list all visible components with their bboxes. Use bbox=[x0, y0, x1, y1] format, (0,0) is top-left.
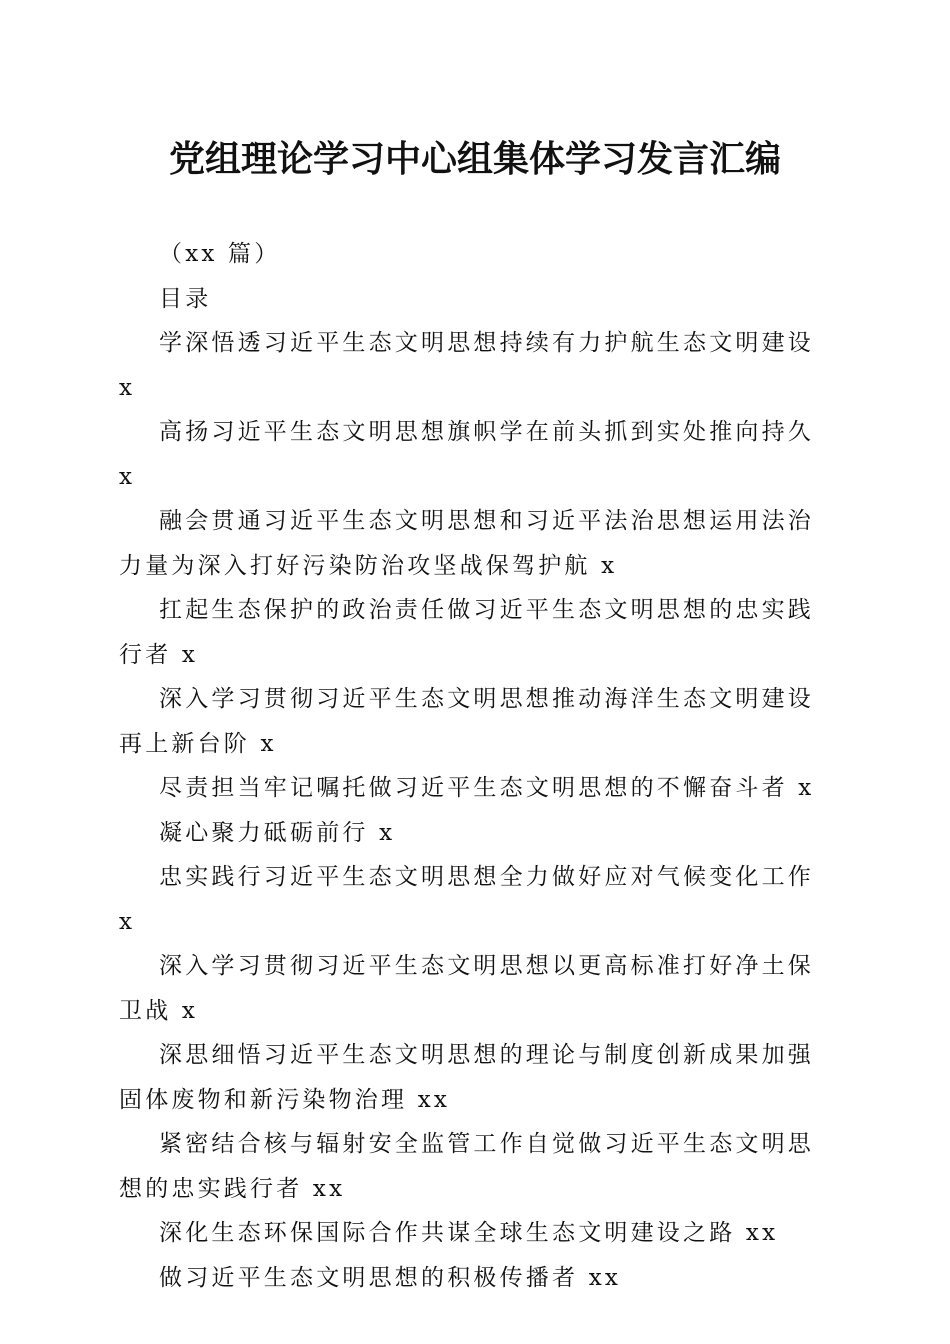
document-title: 党组理论学习中心组集体学习发言汇编 bbox=[168, 138, 781, 180]
toc-item: 深入学习贯彻习近平生态文明思想推动海洋生态文明建设再上新台阶 x bbox=[119, 686, 814, 757]
toc-item: 深思细悟习近平生态文明思想的理论与制度创新成果加强固体废物和新污染物治理 xx bbox=[119, 1042, 814, 1113]
toc-item: 凝心聚力砥砺前行 x bbox=[159, 819, 396, 846]
toc-item: 尽责担当牢记嘱托做习近平生态文明思想的不懈奋斗者 x bbox=[159, 775, 815, 801]
toc-item: 学深悟透习近平生态文明思想持续有力护航生态文明建设 x bbox=[119, 330, 814, 401]
toc-item: 融会贯通习近平生态文明思想和习近平法治思想运用法治力量为深入打好污染防治攻坚战保驾护航 x bbox=[119, 508, 814, 579]
subtitle: （xx 篇） bbox=[159, 241, 281, 267]
toc-item: 忠实践行习近平生态文明思想全力做好应对气候变化工作 x bbox=[119, 864, 814, 935]
toc-item: 做习近平生态文明思想的积极传播者 xx bbox=[159, 1264, 622, 1291]
toc-item: 扛起生态保护的政治责任做习近平生态文明思想的忠实践行者 x bbox=[119, 597, 814, 668]
document-body bbox=[119, 232, 824, 1300]
toc-item: 紧密结合核与辐射安全监管工作自觉做习近平生态文明思想的忠实践行者 xx bbox=[119, 1131, 814, 1202]
toc-item: 深化生态环保国际合作共谋全球生态文明建设之路 xx bbox=[159, 1220, 779, 1246]
toc-heading: 目录 bbox=[159, 285, 212, 312]
toc-item: 深入学习贯彻习近平生态文明思想以更高标准打好净土保卫战 x bbox=[119, 953, 814, 1024]
toc-item: 高扬习近平生态文明思想旗帜学在前头抓到实处推向持久 x bbox=[119, 419, 814, 490]
